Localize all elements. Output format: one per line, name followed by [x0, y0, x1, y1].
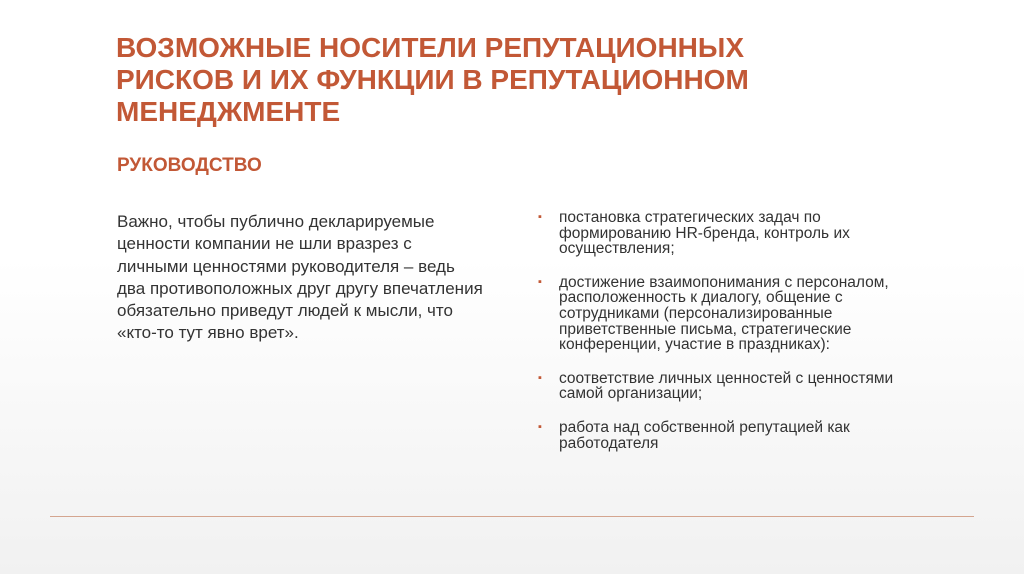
- bullet-text: работа над собственной репутацией как работодателя: [559, 418, 850, 452]
- bullet-item: [537, 371, 917, 402]
- bullet-item: [537, 275, 917, 353]
- bullet-item: [537, 210, 917, 257]
- body-paragraph: Важно, чтобы публично декларируемые ценности компании не шли вразрез с личными ценностями руководителя – ведь два противоположных друг другу впечатления обязательно приведут людей к мысли, что «кто-то тут явно врет».: [117, 212, 483, 343]
- square-bullet-icon: ▪: [538, 420, 542, 433]
- square-bullet-icon: ▪: [538, 275, 542, 288]
- bullet-text: достижение взаимопонимания с персоналом, расположенность к диалогу, общение с сотрудниками (персонализированные приветственные письма, стратегические конференции, участие в праздниках):: [559, 273, 889, 354]
- footer-divider: [50, 516, 974, 517]
- bullet-list: [537, 210, 917, 469]
- bullet-text: соответствие личных ценностей с ценностями самой организации;: [559, 369, 894, 403]
- section-heading: РУКОВОДСТВО: [117, 155, 262, 176]
- bullet-item: [537, 420, 917, 451]
- slide-title: ВОЗМОЖНЫЕ НОСИТЕЛИ РЕПУТАЦИОННЫХ РИСКОВ И ИХ ФУНКЦИИ В РЕПУТАЦИОННОМ МЕНЕДЖМЕНТЕ: [116, 32, 749, 127]
- bullet-text: постановка стратегических задач по формированию HR-бренда, контроль их осуществления;: [559, 209, 850, 258]
- square-bullet-icon: ▪: [538, 371, 542, 384]
- square-bullet-icon: ▪: [538, 211, 542, 223]
